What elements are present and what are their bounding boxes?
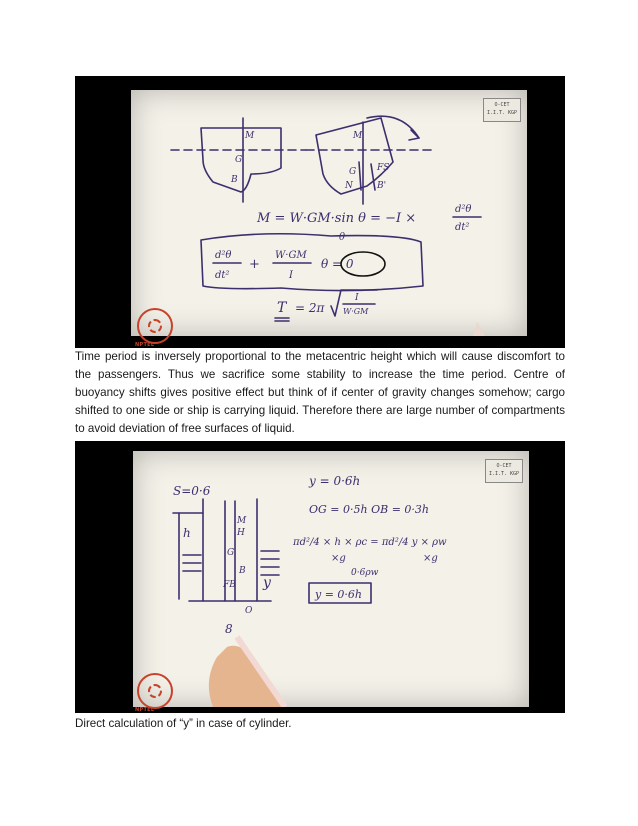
video-frame-2 <box>75 441 565 713</box>
whiteboard-1 <box>131 90 527 336</box>
caption-cylinder: Direct calculation of “y” in case of cylinder. <box>75 717 292 730</box>
label-h: h <box>183 526 191 540</box>
label-b1: B <box>231 175 238 185</box>
label-fs: FS <box>377 163 390 173</box>
equation3-T: T <box>277 300 287 316</box>
label-g2: G <box>349 167 357 177</box>
equation-boxed: y = 0·6h <box>315 588 363 601</box>
nptel-logo-icon-2 <box>137 673 173 709</box>
equation3-top: I <box>355 293 359 303</box>
equation-frac-bot: dt² <box>455 222 470 233</box>
nptel-logo-text: NPTEL <box>135 342 155 348</box>
nptel-logo-icon <box>137 308 173 344</box>
equation2-coef-top: W·GM <box>275 250 307 261</box>
label-n2: N <box>345 181 353 191</box>
equation2-bot: dt² <box>215 270 230 281</box>
video-frame-1 <box>75 76 565 348</box>
label-o: O <box>245 606 253 616</box>
slide-tag-1: O-CET I.I.T. KGP <box>483 98 521 122</box>
equation2-coef-bot: I <box>289 270 293 281</box>
handwritten-diagram-2 <box>133 451 529 707</box>
label-m: M <box>237 516 247 526</box>
label-m2: M <box>353 131 363 141</box>
label-g1: G <box>235 155 243 165</box>
nptel-logo-text-2: NPTEL <box>135 707 155 713</box>
equation-sub: 0·6ρw <box>351 568 379 578</box>
equation3-bot: W·GM <box>343 307 369 316</box>
equation-moment: M = W·GM·sin θ = −I × <box>257 211 417 226</box>
label-y: y <box>263 575 271 591</box>
equation-g2: ×g <box>423 553 438 564</box>
equation-balance: πd²/4 × h × ρc = πd²/4 y × ρw <box>293 537 447 548</box>
equation-y: y = 0·6h <box>309 474 361 488</box>
label-g: G <box>227 548 235 558</box>
label-h2: H <box>237 528 245 538</box>
label-s: S=0·6 <box>173 484 211 498</box>
equation-og-ob: OG = 0·5h OB = 0·3h <box>309 503 429 516</box>
equation2-top: d²θ <box>215 250 232 261</box>
label-8: 8 <box>225 622 233 636</box>
label-b: B <box>239 566 246 576</box>
handwritten-diagram-1 <box>131 90 527 336</box>
label-m1: M <box>245 131 255 141</box>
equation2-rest: θ = 0 <box>321 257 354 271</box>
equation3-eq: = 2π <box>295 301 325 315</box>
equation-theta: θ <box>339 232 346 243</box>
equation2-plus: + <box>249 257 260 272</box>
whiteboard-2 <box>133 451 529 707</box>
slide-tag-2: O-CET I.I.T. KGP <box>485 459 523 483</box>
equation-g1: ×g <box>331 553 346 564</box>
equation-frac-top: d²θ <box>455 204 472 215</box>
paragraph-time-period: Time period is inversely proportional to the metacentric height which will cause discomfort to the passengers. Thus we sacrifice some stability to increase the time period. Centre of buoyancy shifts gives positive effect but think of if center of gravity changes somehow; cargo shifted to one side or ship is carrying liquid. Therefore there are large number of compartments to avoid deviation of free surfaces of liquid. <box>75 350 565 435</box>
label-b2: B' <box>377 181 387 191</box>
label-fb: FB <box>223 580 236 590</box>
